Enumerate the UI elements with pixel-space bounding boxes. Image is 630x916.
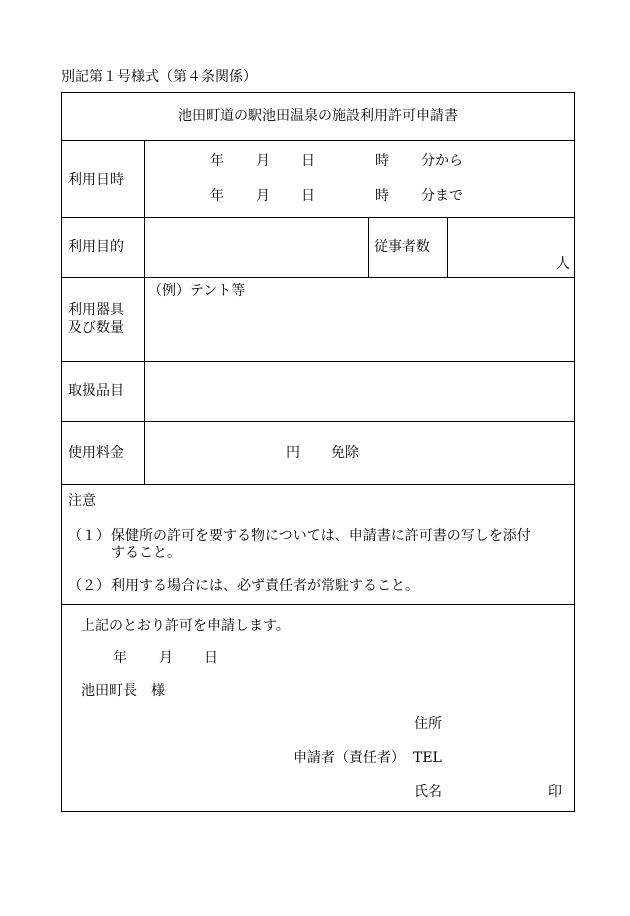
equipment-label-line1: 利用器具	[68, 302, 124, 318]
application-day: 日	[204, 650, 218, 666]
application-month: 月	[159, 650, 173, 666]
application-statement: 上記のとおり許可を申請します。	[81, 618, 290, 634]
fee-label: 使用料金	[68, 445, 124, 461]
end-year: 年	[210, 188, 224, 204]
equipment-label-line2: 及び数量	[68, 320, 124, 336]
row-divider-title	[62, 140, 574, 141]
name-label: 氏名	[414, 784, 442, 800]
items-label: 取扱品目	[68, 383, 124, 399]
address-label: 住所	[414, 716, 442, 732]
workers-value-divider	[447, 217, 448, 277]
applicant-label: 申請者（責任者）	[293, 750, 405, 766]
form-title: 池田町道の駅池田温泉の施設利用許可申請書	[178, 108, 458, 124]
note1-text-line2: すること。	[111, 545, 181, 561]
row-divider-equipment	[62, 361, 574, 362]
fee-exempt: 免除	[331, 445, 359, 461]
note1-text-line1: 保健所の許可を要する物については、申請書に許可書の写しを添付	[111, 528, 531, 544]
start-month: 月	[256, 153, 270, 169]
notes-heading: 注意	[68, 493, 96, 509]
start-day: 日	[301, 153, 315, 169]
note2-text: 利用する場合には、必ず責任者が常駐すること。	[111, 578, 419, 594]
seal-mark: 印	[548, 784, 562, 800]
usage-datetime-label: 利用日時	[68, 172, 124, 188]
end-month: 月	[256, 188, 270, 204]
application-form	[61, 92, 575, 812]
row-divider-fee	[62, 484, 574, 485]
start-year: 年	[210, 153, 224, 169]
end-day: 日	[301, 188, 315, 204]
addressee: 池田町長 様	[81, 683, 165, 699]
start-hour: 時	[375, 153, 389, 169]
note1-number: （１）	[68, 528, 110, 544]
label-column-divider	[144, 140, 145, 484]
workers-unit: 人	[556, 256, 570, 272]
application-year: 年	[113, 650, 127, 666]
row-divider-datetime	[62, 217, 574, 218]
equipment-example: （例）テント等	[148, 283, 246, 299]
note2-number: （２）	[68, 578, 110, 594]
end-minute: 分まで	[421, 188, 463, 204]
workers-label: 従事者数	[374, 239, 430, 255]
row-divider-items	[62, 421, 574, 422]
row-divider-notes	[62, 604, 574, 605]
purpose-label: 利用目的	[68, 239, 124, 255]
row-divider-purpose	[62, 277, 574, 278]
workers-label-divider	[368, 217, 369, 277]
fee-yen: 円	[286, 445, 300, 461]
tel-label: TEL	[413, 750, 442, 766]
form-reference-header: 別記第１号様式（第４条関係）	[61, 69, 257, 85]
start-minute: 分から	[421, 153, 463, 169]
end-hour: 時	[375, 188, 389, 204]
